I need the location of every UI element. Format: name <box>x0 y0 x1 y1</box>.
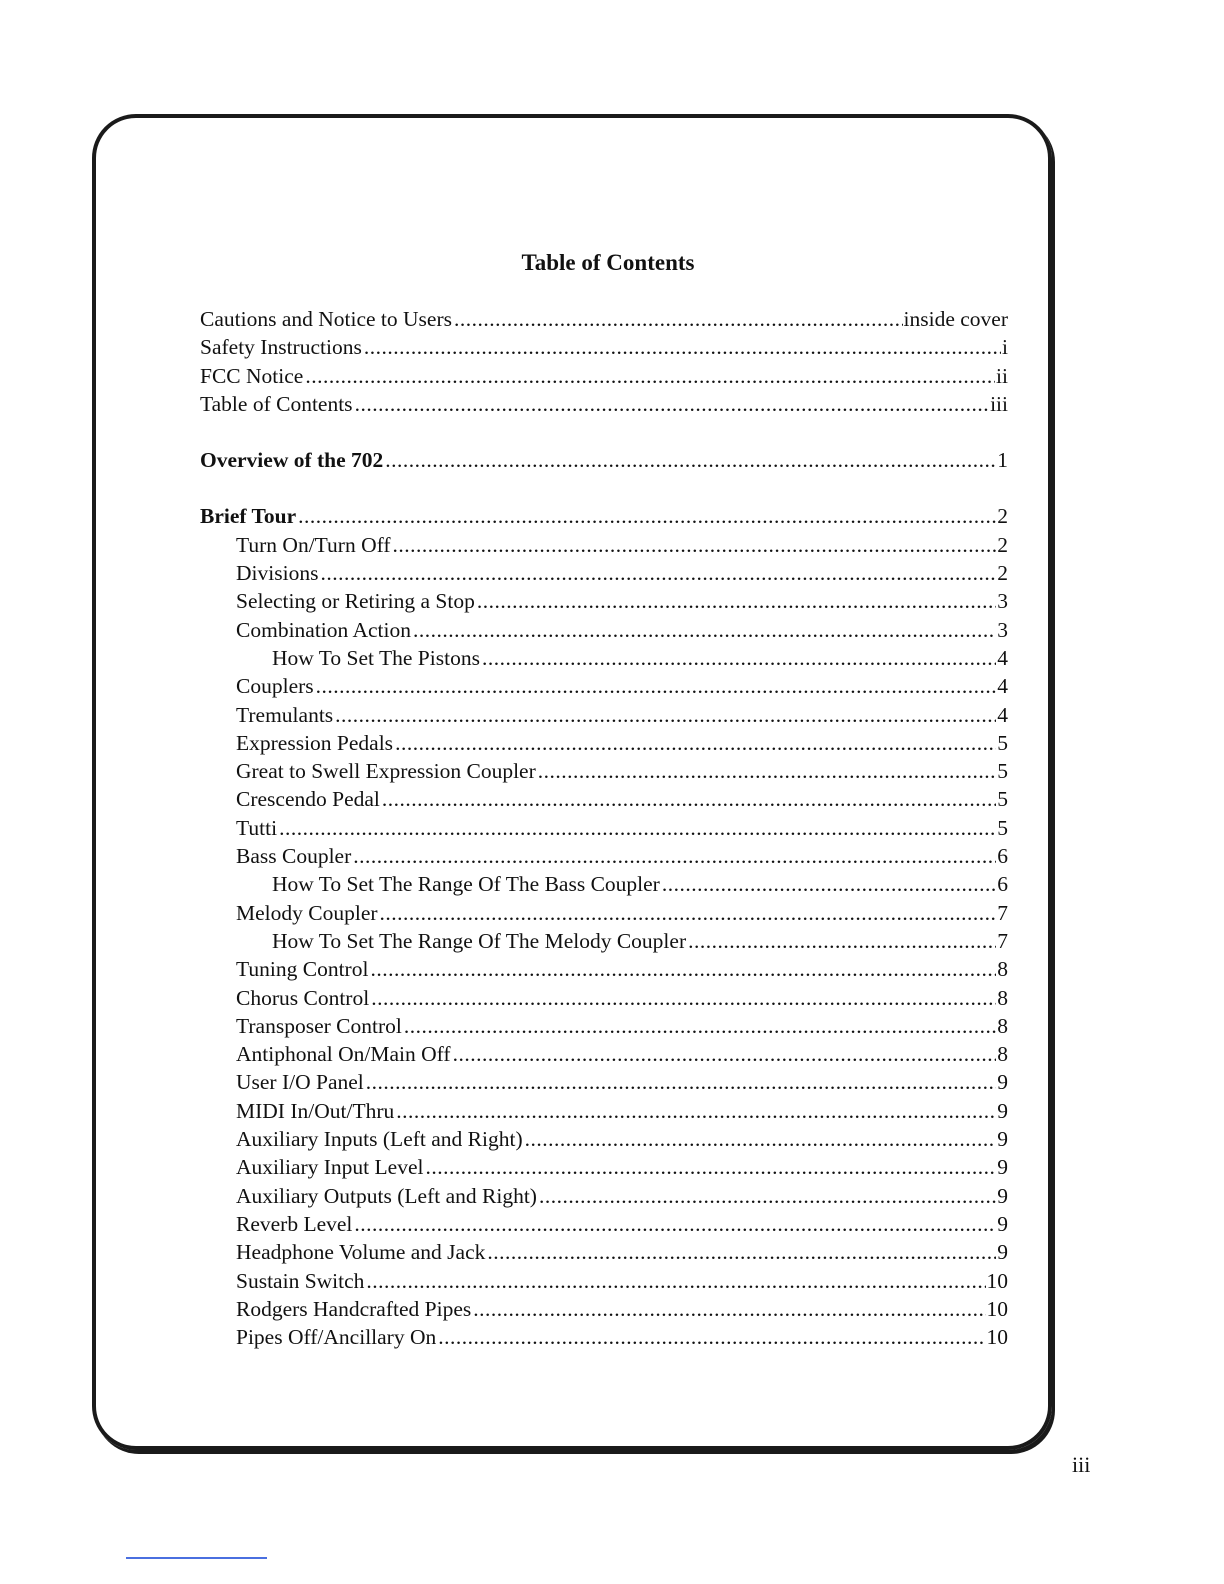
toc-entry-page: 1 <box>997 448 1008 473</box>
corner-line <box>126 1557 267 1559</box>
toc-entry-page: ii <box>996 363 1008 388</box>
toc-entry-page: 4 <box>997 702 1008 727</box>
toc-entry-label: Combination Action <box>236 617 411 642</box>
toc-entry-label: User I/O Panel <box>236 1070 364 1095</box>
toc-entry-page: 8 <box>997 1042 1008 1067</box>
toc-entry-page: 10 <box>986 1325 1008 1350</box>
dot-leader <box>404 1012 996 1040</box>
toc-entry-label: Brief Tour <box>200 504 297 529</box>
dot-leader <box>662 870 996 898</box>
toc-entry-page: 9 <box>997 1240 1008 1265</box>
dot-leader <box>425 1153 996 1181</box>
toc-entry-page: 4 <box>997 674 1008 699</box>
toc-entry-label: MIDI In/Out/Thru <box>236 1098 395 1123</box>
toc-entry-page: 5 <box>997 815 1008 840</box>
toc-entry-subsection[interactable] <box>200 984 1008 1012</box>
toc-entry-fcc[interactable] <box>200 362 1008 390</box>
dot-leader <box>453 1040 997 1068</box>
dot-leader <box>316 672 997 700</box>
dot-leader <box>366 1267 985 1295</box>
toc-entry-subsection[interactable] <box>200 531 1008 559</box>
dot-leader <box>413 616 996 644</box>
toc-entry-page: 3 <box>997 589 1008 614</box>
toc-entry-page: inside cover <box>903 307 1008 331</box>
dot-leader <box>335 701 996 729</box>
toc-entry-page: 9 <box>997 1098 1008 1123</box>
toc-entry-label: How To Set The Range Of The Bass Coupler <box>272 872 660 897</box>
dot-leader <box>438 1323 985 1351</box>
toc-entry-subsection[interactable] <box>200 1040 1008 1068</box>
toc-entry-brief-tour[interactable] <box>200 502 1008 530</box>
toc-entry-label: How To Set The Pistons <box>272 645 480 670</box>
toc-entry-subsection[interactable] <box>200 785 1008 813</box>
dot-leader <box>395 729 996 757</box>
dot-leader <box>366 1068 996 1096</box>
toc-entry-subsection[interactable] <box>200 757 1008 785</box>
dot-leader <box>364 333 1001 361</box>
table-of-contents <box>200 305 1008 1351</box>
toc-entry-label: Tremulants <box>236 702 334 727</box>
toc-entry-page: 4 <box>997 645 1008 670</box>
page-number: iii <box>1072 1452 1091 1477</box>
page-title: Table of Contents <box>521 250 695 275</box>
toc-entry-subsection[interactable] <box>200 644 1008 672</box>
toc-entry-page: 2 <box>997 504 1008 529</box>
toc-entry-subsection[interactable] <box>200 1125 1008 1153</box>
toc-entry-page: 3 <box>997 617 1008 642</box>
toc-entry-page: i <box>1002 335 1008 360</box>
dot-leader <box>538 757 996 785</box>
toc-entry-label: FCC Notice <box>200 363 304 388</box>
dot-leader <box>298 502 996 530</box>
toc-entry-page: 2 <box>997 532 1008 557</box>
toc-entry-subsection[interactable] <box>200 1238 1008 1266</box>
dot-leader <box>279 814 996 842</box>
toc-entry-subsection[interactable] <box>200 1295 1008 1323</box>
toc-entry-subsection[interactable] <box>200 1012 1008 1040</box>
toc-entry-label: Bass Coupler <box>236 844 352 869</box>
dot-leader <box>382 785 996 813</box>
toc-entry-label: Expression Pedals <box>236 730 394 755</box>
toc-entry-subsection[interactable] <box>200 1182 1008 1210</box>
toc-entry-label: Auxiliary Input Level <box>236 1155 424 1180</box>
dot-leader <box>371 984 996 1012</box>
dot-leader <box>487 1238 996 1266</box>
section-gap <box>200 418 1008 446</box>
toc-entry-label: Crescendo Pedal <box>236 787 380 812</box>
toc-entry-subsection[interactable] <box>200 899 1008 927</box>
toc-entry-page: iii <box>990 391 1008 416</box>
toc-entry-subsection[interactable] <box>200 1097 1008 1125</box>
toc-entry-page: 5 <box>997 787 1008 812</box>
toc-entry-label: Table of Contents <box>200 391 353 416</box>
dot-leader <box>385 446 996 474</box>
dot-leader <box>354 1210 996 1238</box>
dot-leader <box>353 842 996 870</box>
toc-entry-page: 2 <box>997 561 1008 586</box>
toc-entry-page: 7 <box>997 900 1008 925</box>
toc-entry-label: Safety Instructions <box>200 335 362 360</box>
toc-entry-subsection[interactable] <box>200 955 1008 983</box>
toc-entry-subsection[interactable] <box>200 559 1008 587</box>
toc-entry-subsection[interactable] <box>200 1323 1008 1351</box>
toc-entry-label: Rodgers Handcrafted Pipes <box>236 1296 472 1321</box>
toc-entry-label: Transposer Control <box>236 1013 402 1038</box>
dot-leader <box>355 390 990 418</box>
toc-entry-page: 10 <box>986 1296 1008 1321</box>
toc-entry-cautions[interactable] <box>200 305 1008 333</box>
dot-leader <box>454 305 903 333</box>
toc-entry-label: How To Set The Range Of The Melody Coupler <box>272 928 687 953</box>
toc-entry-subsection[interactable] <box>200 814 1008 842</box>
toc-entry-page: 10 <box>986 1268 1008 1293</box>
dot-leader <box>305 362 995 390</box>
toc-entry-page: 8 <box>997 957 1008 982</box>
toc-entry-page: 6 <box>997 844 1008 869</box>
toc-entry-subsection[interactable] <box>200 587 1008 615</box>
toc-entry-page: 9 <box>997 1155 1008 1180</box>
dot-leader <box>688 927 996 955</box>
toc-entry-label: Tuning Control <box>236 957 369 982</box>
toc-entry-page: 9 <box>997 1183 1008 1208</box>
toc-entry-label: Cautions and Notice to Users <box>200 307 452 331</box>
dot-leader <box>482 644 996 672</box>
toc-entry-page: 8 <box>997 985 1008 1010</box>
toc-entry-label: Auxiliary Inputs (Left and Right) <box>236 1127 523 1152</box>
dot-leader <box>525 1125 997 1153</box>
toc-entry-page: 5 <box>997 730 1008 755</box>
toc-entry-label: Divisions <box>236 561 319 586</box>
toc-entry-label: Sustain Switch <box>236 1268 365 1293</box>
dot-leader <box>539 1182 996 1210</box>
toc-entry-subsection[interactable] <box>200 842 1008 870</box>
toc-entry-contents[interactable] <box>200 390 1008 418</box>
toc-entry-label: Overview of the 702 <box>200 448 384 473</box>
toc-entry-subsection[interactable] <box>200 1210 1008 1238</box>
toc-entry-label: Melody Coupler <box>236 900 378 925</box>
section-gap <box>200 474 1008 502</box>
toc-entry-subsection[interactable] <box>200 701 1008 729</box>
toc-entry-subsection[interactable] <box>200 1068 1008 1096</box>
toc-entry-page: 9 <box>997 1070 1008 1095</box>
toc-entry-subsection[interactable] <box>200 870 1008 898</box>
toc-entry-label: Chorus Control <box>236 985 370 1010</box>
toc-entry-label: Auxiliary Outputs (Left and Right) <box>236 1183 537 1208</box>
toc-entry-label: Tutti <box>236 815 278 840</box>
toc-entry-subsection[interactable] <box>200 1267 1008 1295</box>
toc-entry-subsection[interactable] <box>200 927 1008 955</box>
dot-leader <box>396 1097 996 1125</box>
toc-entry-overview[interactable] <box>200 446 1008 474</box>
dot-leader <box>393 531 997 559</box>
toc-entry-page: 6 <box>997 872 1008 897</box>
toc-entry-label: Headphone Volume and Jack <box>236 1240 486 1265</box>
toc-entry-subsection[interactable] <box>200 616 1008 644</box>
toc-entry-safety[interactable] <box>200 333 1008 361</box>
dot-leader <box>473 1295 985 1323</box>
toc-entry-label: Pipes Off/Ancillary On <box>236 1325 437 1350</box>
toc-entry-subsection[interactable] <box>200 729 1008 757</box>
toc-entry-label: Reverb Level <box>236 1211 353 1236</box>
toc-entry-page: 7 <box>997 928 1008 953</box>
toc-entry-page: 8 <box>997 1013 1008 1038</box>
dot-leader <box>477 587 996 615</box>
dot-leader <box>380 899 997 927</box>
toc-entry-subsection[interactable] <box>200 672 1008 700</box>
dot-leader <box>370 955 996 983</box>
toc-entry-page: 5 <box>997 759 1008 784</box>
toc-entry-label: Antiphonal On/Main Off <box>236 1042 451 1067</box>
toc-entry-page: 9 <box>997 1211 1008 1236</box>
toc-entry-label: Couplers <box>236 674 314 699</box>
toc-entry-label: Selecting or Retiring a Stop <box>236 589 475 614</box>
toc-entry-subsection[interactable] <box>200 1153 1008 1181</box>
toc-entry-label: Great to Swell Expression Coupler <box>236 759 536 784</box>
toc-entry-label: Turn On/Turn Off <box>236 532 391 557</box>
dot-leader <box>320 559 996 587</box>
toc-entry-page: 9 <box>997 1127 1008 1152</box>
